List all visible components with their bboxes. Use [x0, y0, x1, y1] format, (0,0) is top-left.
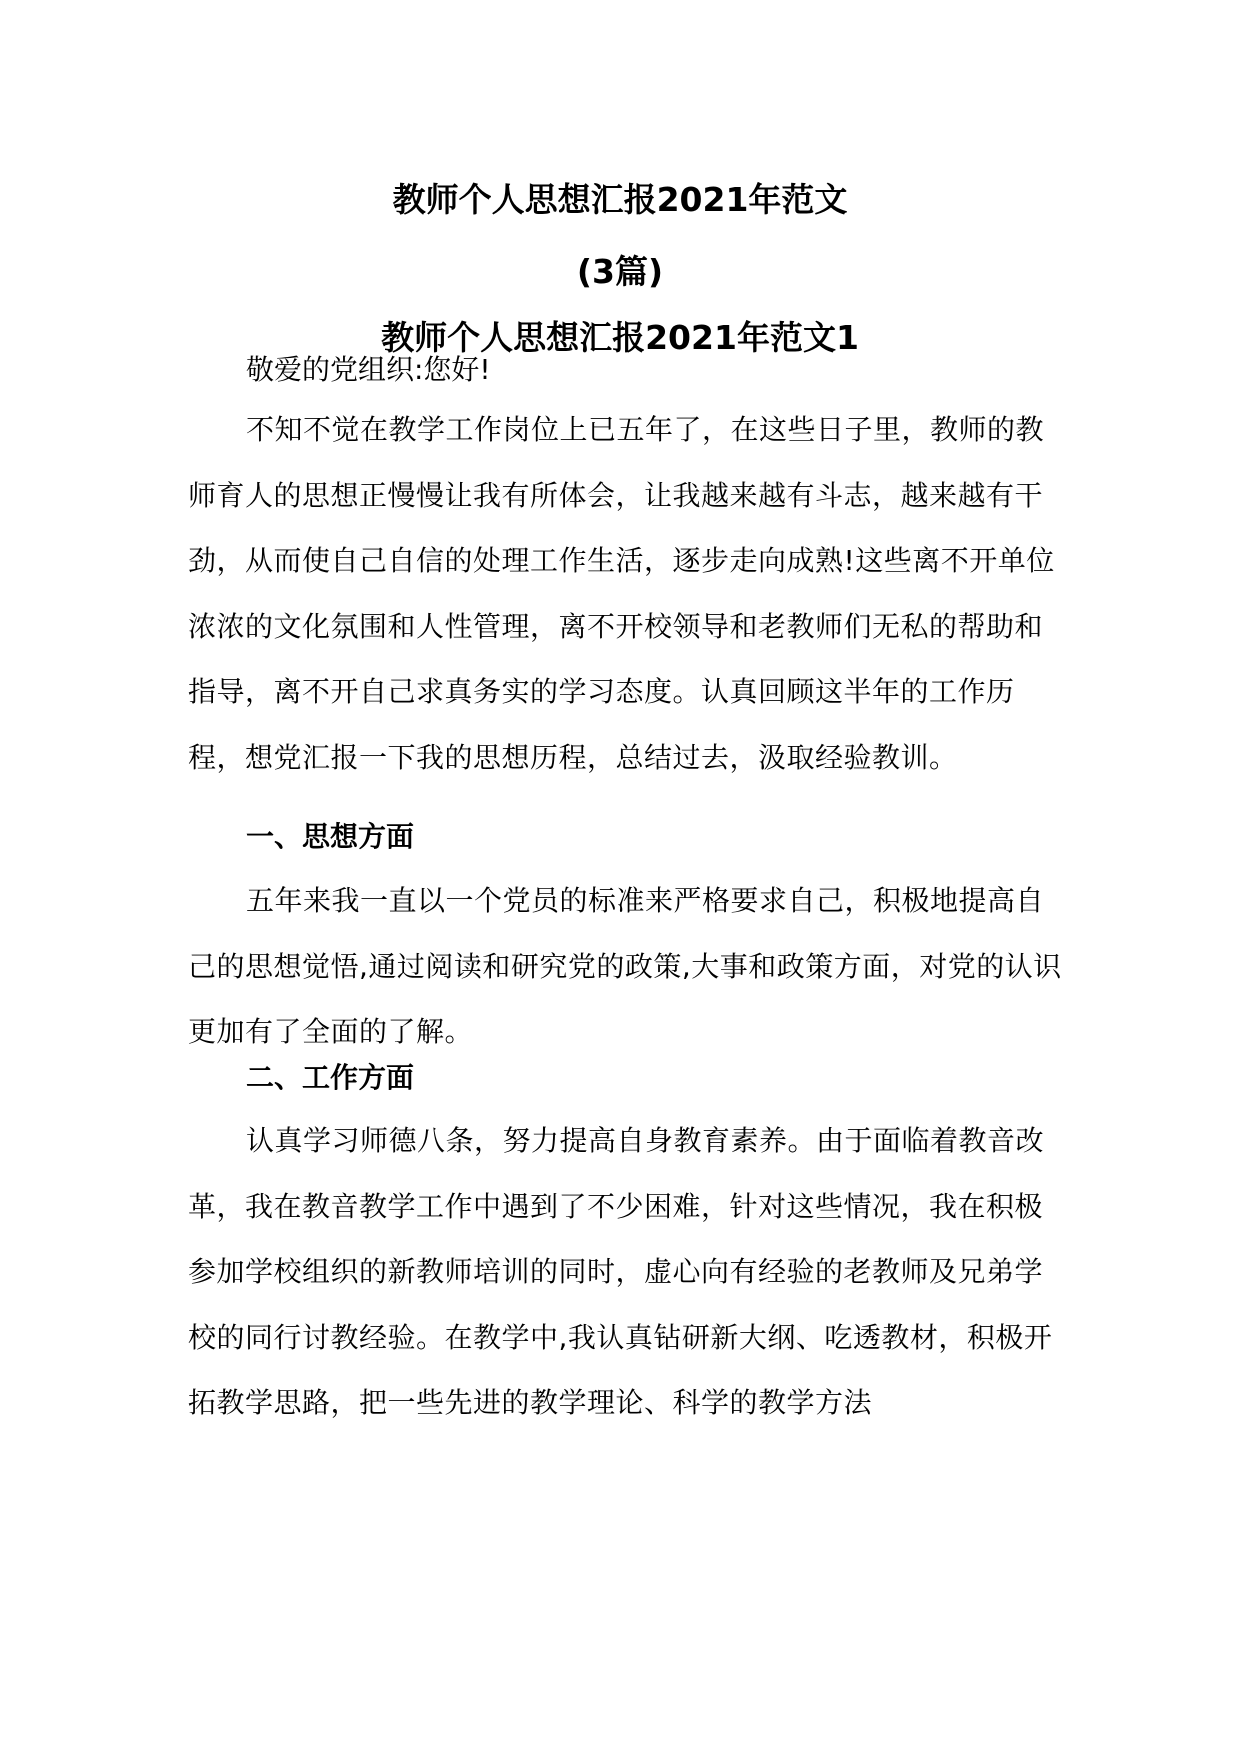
- paragraph-2: 五年来我一直以一个党员的标准来严格要求自己，积极地提高自己的思想觉悟,通过阅读和研究党的政策,大事和政策方面，对党的认识更加有了全面的了解。: [188, 884, 1062, 1048]
- paragraph-3-block: [188, 1108, 1068, 1436]
- salutation: 敬爱的党组织:您好!: [246, 353, 491, 386]
- paragraph-1: 不知不觉在教学工作岗位上已五年了，在这些日子里，教师的教师育人的思想正慢慢让我有所体会，让我越来越有斗志，越来越有干劲，从而使自己自信的处理工作生活，逐步走向成熟!这些离不开单位浓浓的文化氛围和人性管理，离不开校领导和老教师们无私的帮助和指导，离不开自己求真务实的学习态度。认真回顾这半年的工作历程，想党汇报一下我的思想历程，总结过去，汲取经验教训。: [188, 413, 1055, 774]
- paragraph-2-block: [188, 868, 1068, 1065]
- document-title-count: (3篇): [576, 252, 664, 291]
- section-heading-thought: 一、思想方面: [246, 820, 415, 853]
- section-heading-work: 二、工作方面: [246, 1061, 415, 1094]
- document-title: 教师个人思想汇报2021年范文: [392, 180, 848, 219]
- paragraph-1-block: [188, 397, 1068, 790]
- document-subtitle: 教师个人思想汇报2021年范文1: [381, 318, 859, 357]
- paragraph-3: 认真学习师德八条，努力提高自身教育素养。由于面临着教音改革，我在教音教学工作中遇到了不少困难，针对这些情况，我在积极参加学校组织的新教师培训的同时，虚心向有经验的老教师及兄弟学校的同行讨教经验。在教学中,我认真钻研新大纲、吃透教材，积极开拓教学思路，把一些先进的教学理论、科学的教学方法: [188, 1124, 1053, 1419]
